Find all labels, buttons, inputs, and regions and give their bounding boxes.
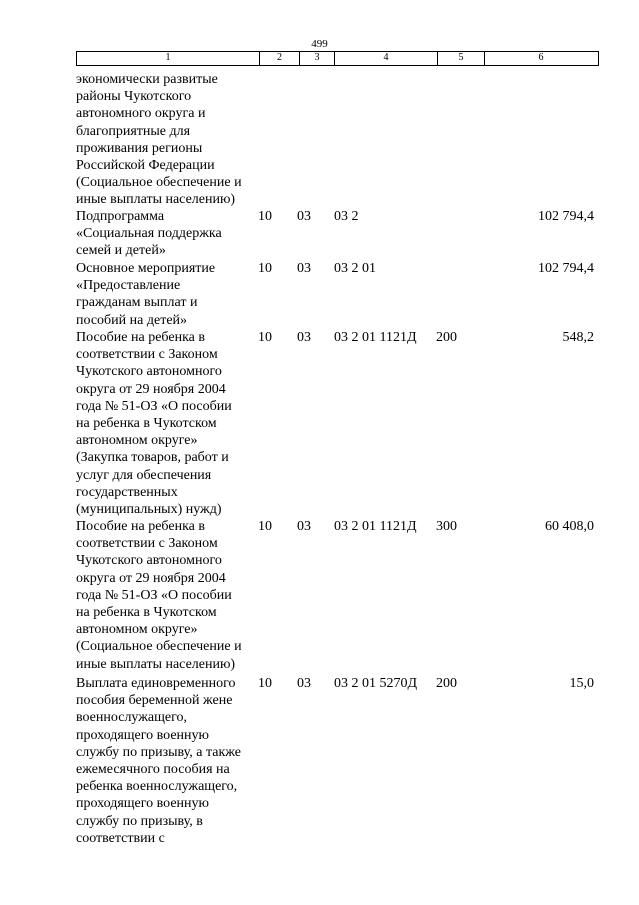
row-amount: 102 794,4 bbox=[538, 209, 594, 224]
row-target-article: 03 2 01 1121Д bbox=[334, 519, 417, 534]
row-amount: 102 794,4 bbox=[538, 261, 594, 276]
row-description: экономически развитые районы Чукотского автономного округа и благоприятные для проживания регионы Российской Федерации (Социальное обеспечение и иные выплаты населению) bbox=[76, 72, 242, 208]
row-subsection-code: 03 bbox=[297, 330, 311, 345]
row-subsection-code: 03 bbox=[297, 261, 311, 276]
column-header-2: 2 bbox=[259, 52, 299, 65]
row-description: Выплата единовременного пособия беременной жене военнослужащего, проходящего военную службу по призыву, а также ежемесячного пособия на ребенка военнослужащего, проходящего военную службу по призыву, в соответствии с bbox=[76, 676, 241, 846]
row-target-article: 03 2 01 bbox=[334, 261, 376, 276]
column-header-4: 4 bbox=[334, 52, 437, 65]
column-header-6: 6 bbox=[484, 52, 597, 65]
row-target-article: 03 2 01 5270Д bbox=[334, 676, 418, 691]
row-section-code: 10 bbox=[258, 676, 272, 691]
row-description: Пособие на ребенка в соответствии с Законом Чукотского автономного округа от 29 ноября 2004 года № 51-ОЗ «О пособии на ребенка в Чукотском автономном округе» (Социальное обеспечение и иные выплаты населению) bbox=[76, 519, 242, 672]
column-header-3: 3 bbox=[299, 52, 334, 65]
row-amount: 548,2 bbox=[562, 330, 594, 345]
row-amount: 15,0 bbox=[569, 676, 594, 691]
row-target-article: 03 2 01 1121Д bbox=[334, 330, 417, 345]
row-subsection-code: 03 bbox=[297, 519, 311, 534]
row-description: Пособие на ребенка в соответствии с Законом Чукотского автономного округа от 29 ноября 2004 года № 51-ОЗ «О пособии на ребенка в Чукотском автономном округе» (Закупка товаров, работ и услуг для обеспечения государственных (муниципальных) нужд) bbox=[76, 330, 232, 518]
column-header-1: 1 bbox=[165, 52, 171, 63]
row-expense-type: 200 bbox=[436, 676, 457, 691]
row-section-code: 10 bbox=[258, 209, 272, 224]
row-subsection-code: 03 bbox=[297, 676, 311, 691]
row-section-code: 10 bbox=[258, 261, 272, 276]
row-target-article: 03 2 bbox=[334, 209, 359, 224]
page-number: 499 bbox=[311, 38, 328, 50]
row-description: Основное мероприятие «Предоставление гражданам выплат и пособий на детей» bbox=[76, 261, 216, 328]
row-subsection-code: 03 bbox=[297, 209, 311, 224]
row-description: Подпрограмма «Социальная поддержка семей и детей» bbox=[76, 209, 222, 259]
row-expense-type: 200 bbox=[436, 330, 457, 345]
row-amount: 60 408,0 bbox=[545, 519, 594, 534]
row-section-code: 10 bbox=[258, 330, 272, 345]
column-header-row bbox=[76, 51, 599, 66]
row-expense-type: 300 bbox=[436, 519, 457, 534]
column-header-5: 5 bbox=[437, 52, 484, 65]
row-section-code: 10 bbox=[258, 519, 272, 534]
